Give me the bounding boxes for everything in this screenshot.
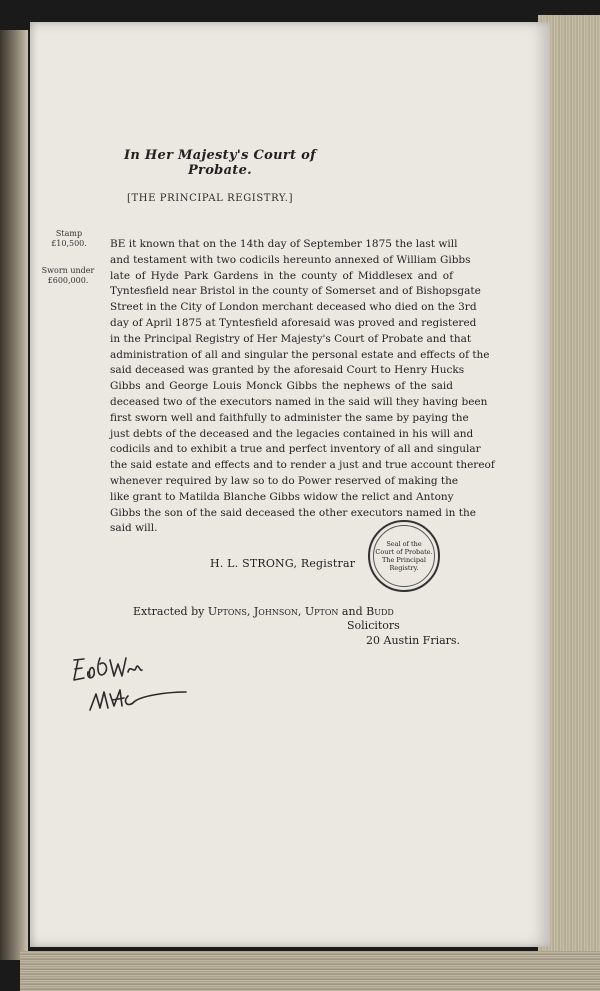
handwriting-stroke <box>88 668 95 678</box>
body-line: said deceased was granted by the aforesaid Court to Henry Hucks <box>110 364 465 377</box>
body-line: said will. <box>110 522 158 535</box>
seal-text: The Principal <box>381 556 426 564</box>
margin-sworn-amount: £600,000. <box>47 276 89 285</box>
margin-sworn-note <box>38 266 98 286</box>
body-line: BE it known that on the 14th day of September 1875 the last will <box>110 238 458 250</box>
body-line: first sworn well and faithfully to administer the same by paying the <box>110 411 469 424</box>
registrar-signature-line: H. L. STRONG, Registrar <box>210 557 356 570</box>
body-line: Gibbs and George Louis Monck Gibbs the nephews of the said <box>110 380 453 393</box>
book-bottom-edge <box>20 951 600 991</box>
firm-name: Johnson <box>253 605 298 618</box>
body-line: Tyntesfield near Bristol in the county of Somerset and of Bishopsgate <box>110 285 481 298</box>
firm-name: Budd <box>366 605 394 618</box>
book-left-edge <box>0 30 28 960</box>
body-line: late of Hyde Park Gardens in the county of Middlesex and of <box>110 269 453 282</box>
registry-heading: [THE PRINCIPAL REGISTRY.] <box>127 193 294 204</box>
firm-conjunction: and <box>338 605 367 618</box>
extracted-by-line <box>133 605 394 618</box>
separator: , <box>297 605 305 618</box>
solicitors-label: Solicitors <box>347 619 400 632</box>
handwritten-initials <box>70 650 200 730</box>
handwriting-stroke <box>126 692 186 704</box>
body-line: whenever required by law so to do Power reserved of making the <box>110 474 459 487</box>
body-line: administration of all and singular the personal estate and effects of the <box>110 348 490 361</box>
body-line: day of April 1875 at Tyntesfield aforesaid was proved and registered <box>110 316 477 329</box>
probate-body-text <box>110 237 495 537</box>
firm-name: Uptons <box>207 605 247 618</box>
body-line: Street in the City of London merchant deceased who died on the 3rd <box>110 301 477 314</box>
handwriting-stroke <box>110 690 124 706</box>
margin-stamp-note: Stamp £10,500. <box>51 229 87 248</box>
handwriting-stroke <box>74 659 84 680</box>
seal-text: Seal of the <box>386 540 422 548</box>
body-line: like grant to Matilda Blanche Gibbs widow the relict and Antony <box>110 490 454 503</box>
seal-text: Registry. <box>389 564 419 572</box>
handwriting-stroke <box>128 666 142 672</box>
court-seal-inner-ring <box>373 525 435 587</box>
firm-name: Upton <box>304 605 339 618</box>
margin-sworn-line: Sworn under <box>41 266 95 275</box>
body-line: the said estate and effects and to render a just and true account thereof <box>110 459 495 472</box>
court-seal <box>368 520 440 592</box>
handwriting-stroke <box>110 658 126 676</box>
extracted-prefix: Extracted by <box>133 605 208 618</box>
body-line: in the Principal Registry of Her Majesty's Court of Probate and that <box>110 332 472 345</box>
handwriting-stroke <box>90 692 108 710</box>
handwriting-stroke <box>98 658 107 675</box>
court-title: In Her Majesty's Court of Probate. <box>123 148 317 178</box>
seal-text: Court of Probate. <box>375 548 433 556</box>
solicitors-address: 20 Austin Friars. <box>366 634 461 647</box>
body-line: and testament with two codicils hereunto annexed of William Gibbs <box>110 253 471 266</box>
body-line: deceased two of the executors named in the said will they having been <box>110 395 488 408</box>
body-line: codicils and to exhibit a true and perfect inventory of all and singular <box>110 443 481 456</box>
body-line: just debts of the deceased and the legacies contained in his will and <box>110 427 474 440</box>
separator: , <box>246 605 254 618</box>
body-line: Gibbs the son of the said deceased the other executors named in the <box>110 506 476 519</box>
